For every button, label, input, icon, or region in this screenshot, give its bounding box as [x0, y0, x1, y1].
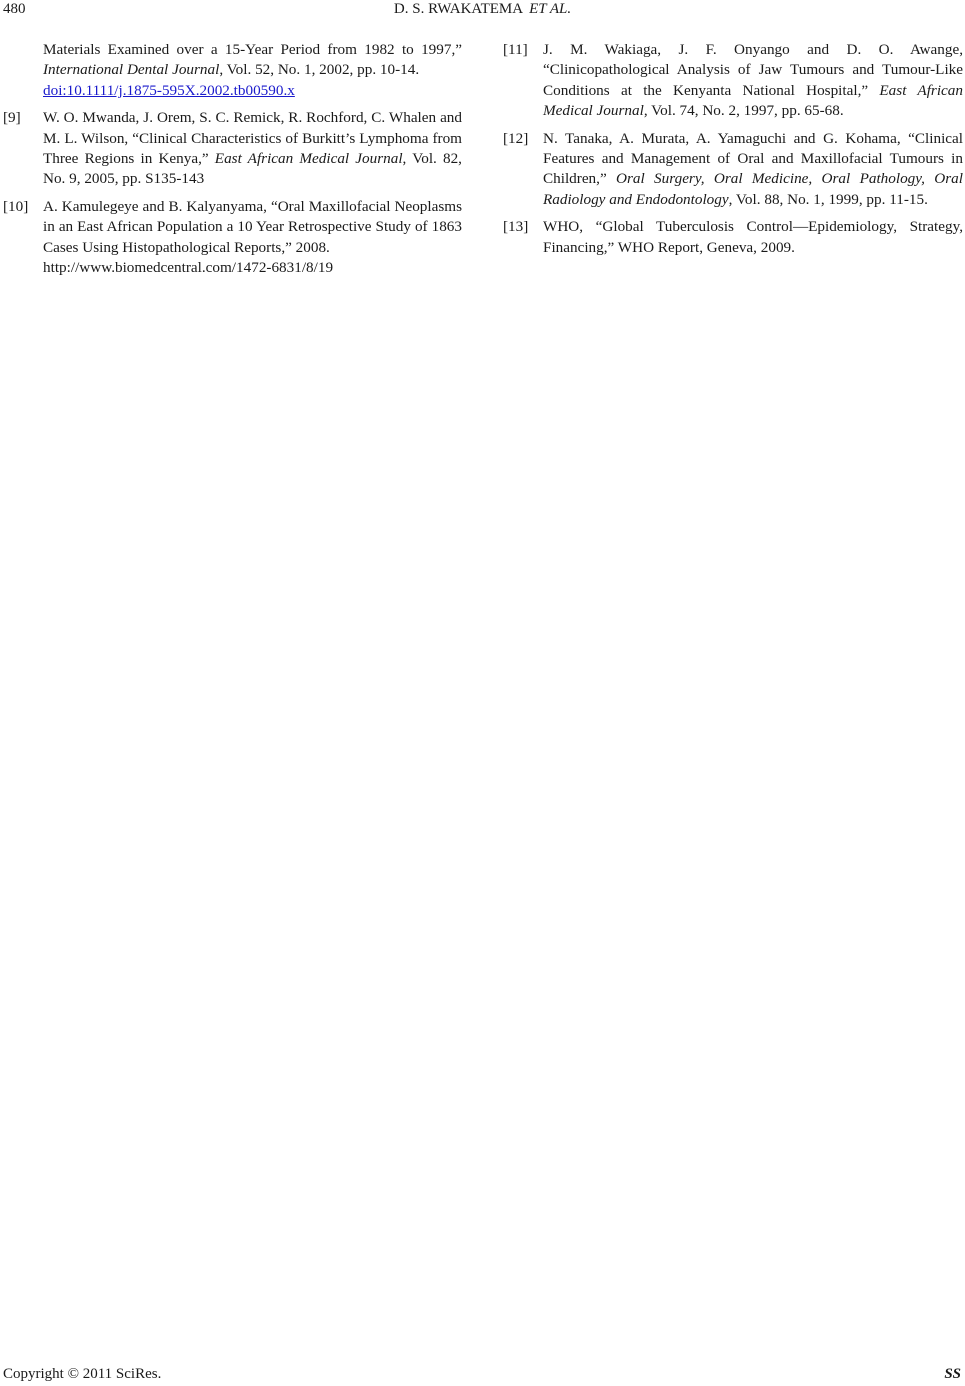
- reference-body: [543, 217, 963, 258]
- reference-journal: International Dental Journal: [43, 61, 220, 79]
- reference-text: W. O. Mwanda, J. Orem, S. C. Remick, R. Rochford, C. Whalen and M. L. Wilson, “Clinical Characteristics of Burkitt’s Lymphoma from Three Regions in Kenya,”: [43, 109, 462, 168]
- reference-number: [9]: [3, 109, 21, 127]
- reference-journal: East African Medical Journal: [214, 150, 403, 168]
- page-number: 480: [3, 1, 26, 17]
- reference-body: [543, 129, 963, 211]
- reference-text: Materials Examined over a 15-Year Period from 1982 to 1997,”: [43, 41, 462, 58]
- reference-number: [13]: [503, 218, 529, 236]
- reference-body: [3, 40, 462, 101]
- reference-11: [503, 40, 963, 122]
- reference-column-left: [3, 40, 462, 285]
- reference-journal: Oral Surgery, Oral Medicine, Oral Pathology, Oral Radiology and Endodontology: [543, 170, 963, 208]
- reference-number: [12]: [503, 129, 529, 147]
- reference-column-right: [503, 40, 963, 265]
- reference-10: [3, 197, 462, 279]
- reference-8-continued: [3, 40, 462, 101]
- reference-text: , Vol. 52, No. 1, 2002, pp. 10-14.: [219, 61, 420, 79]
- reference-text: WHO, “Global Tuberculosis Control—Epidemiology, Strategy, Financing,” WHO Report, Geneva, 2009.: [543, 218, 963, 256]
- copyright-notice: Copyright © 2011 SciRes.: [3, 1366, 162, 1382]
- reference-text: A. Kamulegeye and B. Kalyanyama, “Oral Maxillofacial Neoplasms in an East African Population a 10 Year Retrospective Study of 1863 Cases Using Histopathological Reports,” 2008.: [43, 197, 462, 256]
- reference-12: [503, 129, 963, 211]
- reference-text: J. M. Wakiaga, J. F. Onyango and D. O. Awange, “Clinicopathological Analysis of Jaw Tumours and Tumour-Like Conditions at the Kenyanta National Hospital,”: [543, 41, 963, 99]
- reference-text: N. Tanaka, A. Murata, A. Yamaguchi and G. Kohama, “Clinical Features and Management of Oral and Maxillofacial Tumours in Children,”: [543, 129, 963, 188]
- reference-body: [43, 197, 462, 279]
- running-head-authors: D. S. RWAKATEMA: [393, 1, 524, 17]
- running-head-et-al: ET AL.: [529, 1, 572, 17]
- reference-9: [3, 108, 462, 190]
- reference-text: , Vol. 88, No. 1, 1999, pp. 11-15.: [728, 190, 928, 208]
- reference-text: , Vol. 82, No. 9, 2005, pp. S135-143: [43, 150, 462, 188]
- reference-body: [43, 108, 462, 190]
- running-head: [0, 1, 965, 18]
- reference-13: [503, 217, 963, 258]
- reference-journal: East African Medical Journal: [543, 81, 963, 120]
- reference-body: [543, 40, 963, 122]
- doi-link[interactable]: doi:10.1111/j.1875-595X.2002.tb00590.x: [43, 81, 295, 99]
- journal-abbreviation: SS: [944, 1366, 961, 1382]
- reference-number: [10]: [3, 197, 29, 215]
- reference-number: [11]: [503, 41, 528, 58]
- reference-text: , Vol. 74, No. 2, 1997, pp. 65-68.: [643, 102, 844, 120]
- reference-url[interactable]: http://www.biomedcentral.com/1472-6831/8/19: [43, 259, 334, 277]
